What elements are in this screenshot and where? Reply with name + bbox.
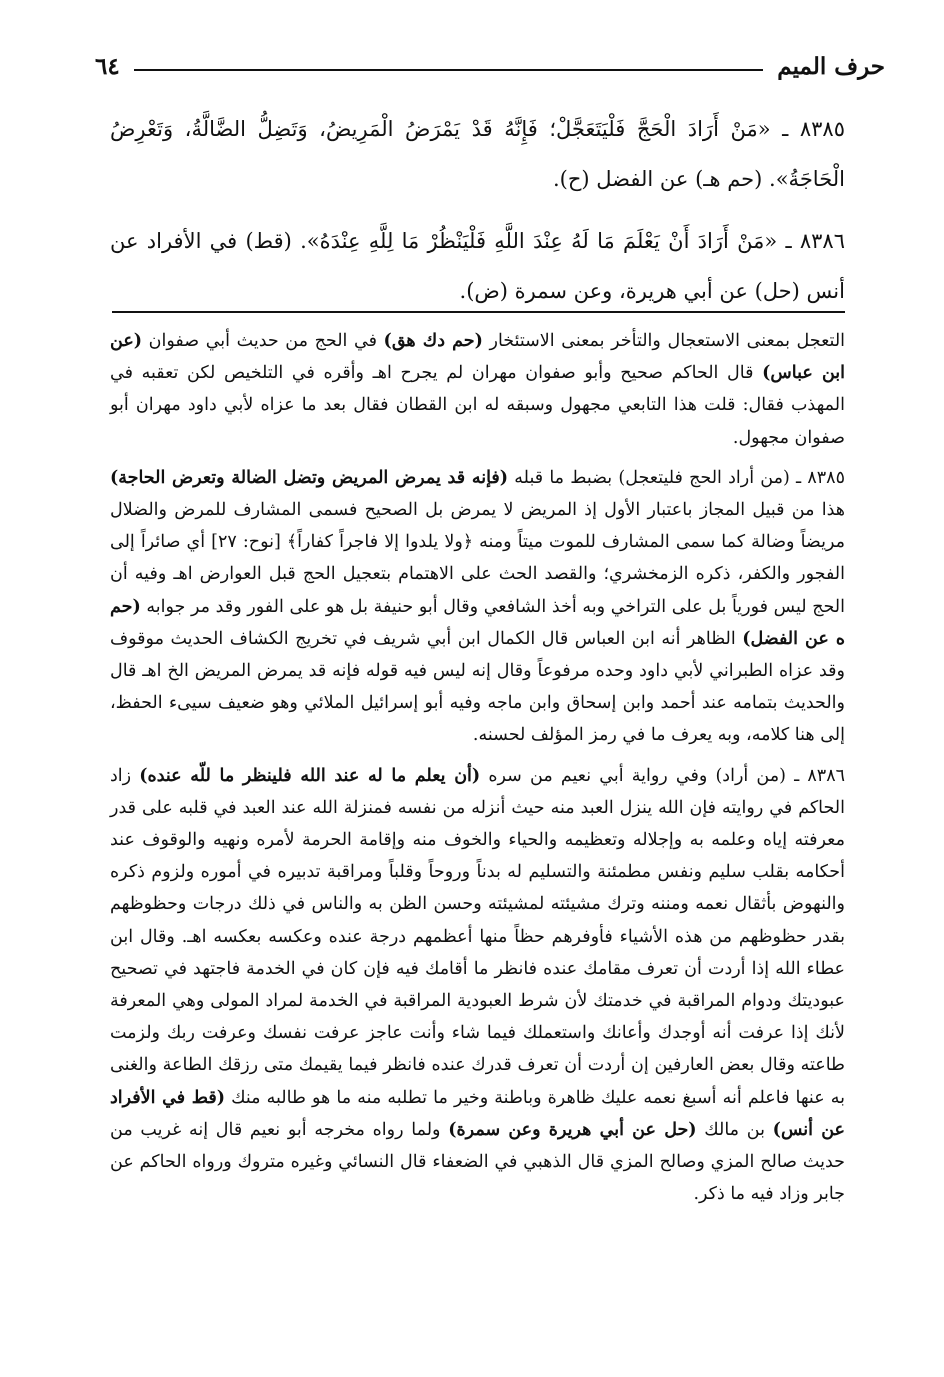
commentary-paragraph-continued: [110, 325, 845, 454]
quoted-hadith: (أن يعلم ما له عند الله فلينظر ما للّه عنده): [139, 765, 481, 786]
commentary-text: في الحج من حديث أبي صفوان: [142, 331, 384, 351]
hadith-8386: [110, 216, 845, 316]
narrator-ref: (عن ابن عباس): [110, 331, 846, 384]
page-number: ٦٤: [95, 53, 120, 80]
commentary-number: ٨٣٨٦ ـ: [794, 765, 845, 786]
commentary-text: زاد الحاكم في روايته فإن الله ينزل العبد منه حيث أنزله من نفسه فمنزلة الله عند العبد في قلبه على قدر معرفته إياه وعلمه به وإجلاله وتعظيمه والحياء والخوف منه وإقامة الحرمة لأمره ونهيه والوقوف عند أحكامه بقلب سليم ونفس مطمئنة والتسليم له بدناً وروحاً وقلباً ومراقبة تدبيره في أموره ولزوم ذكره والنهوض بأثقال نعمه ومننه وترك مشيئته لمشيئته وحسن الظن به والناس في ذلك درجات وحظوظهم بقدر حظوظهم من هذه الأشياء فأوفرهم حظاً منها أعظمهم درجة عنده وعكسه بعكسه اهـ. وقال ابن عطاء الله إذا أردت أن تعرف مقامك عنده فانظر ما أقامك فيه فإن كان في الخدمة فاجتهد في تصحيح عبوديتك ودوام المراقبة في خدمتك لأن شرط العبودية المراقبة في الخدمة لمراد المولى وهي المعرفة لأنك إذا عرفت أنه أوجدك وأعانك واستعملك فيما شاء وأنت عاجز عرفت نفسك وعرفت ربك ولزمت طاعته وقال بعض العارفين إن أردت أن تعرف قدرك عنده فانظر فيما يقيمك متى رزقك الطاعة والغنى به عنها فاعلم أنه أسبغ نعمه عليك ظاهرة وباطنة وخير ما تطلبه منه ما هو طالبه منك: [110, 765, 845, 1108]
commentary-8385: [110, 462, 845, 752]
commentary-text: بن مالك: [696, 1119, 773, 1140]
footnote-separator: [112, 311, 845, 313]
hadith-number: ٨٣٨٦ ـ: [785, 229, 845, 253]
hadith-number: ٨٣٨٥ ـ: [782, 117, 845, 141]
chapter-title: حرف الميم: [777, 53, 885, 80]
commentary-text: قال الحاكم صحيح وأبو صفوان مهران لم يجرح اهـ وأقره في التلخيص لكن تعقبه في المهذب فقال: قلت هذا التابعي مجهول وسبقه له ابن القطان فقال بعد ما عزاه لأبي داود مهران أبو صفوان مجهول.: [110, 363, 845, 448]
hadith-text: «مَنْ أَرَادَ أَنْ يَعْلَمَ مَا لَهُ عِنْدَ اللَّهِ فَلْيَنْظُرْ مَا لِلَّهِ عِنْدَهُ». (قط) في الأفراد عن أنس (حل) عن أبي هريرة، وعن سمرة (ض).: [110, 229, 845, 303]
commentary-text: ولما رواه مخرجه أبو نعيم قال إنه غريب من حديث صالح المزي وصالح المزي قال الذهبي في الضعفاء قال النسائي وغيره متروك ورواه الحاكم عن جابر وزاد فيه ما ذكر.: [110, 1119, 845, 1205]
commentary-text: (من أراد) وفي رواية أبي نعيم من سره: [480, 765, 795, 786]
commentary-number: ٨٣٨٥ ـ: [796, 467, 845, 488]
source-code: (قط في الأفراد عن أنس): [110, 1087, 846, 1140]
quoted-hadith: (فإنه قد يمرض المريض وتضل الضالة وتعرض الحاجة): [110, 467, 509, 488]
page-header: [95, 40, 885, 80]
commentary-8386: [110, 760, 845, 1211]
hadith-8385: [110, 104, 845, 204]
commentary-section: [110, 325, 845, 1218]
hadith-section: [110, 104, 845, 328]
commentary-text: (من أراد الحج فليتعجل) بضبط ما قبله: [508, 467, 797, 488]
source-code: (حم دك هق): [383, 331, 483, 351]
hadith-text: «مَنْ أَرَادَ الْحَجَّ فَلْيَتَعَجَّلْ؛ فَإِنَّهُ قَدْ يَمْرَضُ الْمَرِيضُ، وَتَضِلُّ الضَّالَّةُ، وَتَعْرِضُ الْحَاجَةُ». (حم هـ) عن الفضل (ح).: [110, 117, 845, 191]
commentary-text: الظاهر أنه ابن العباس قال الكمال ابن أبي شريف في تخريج الكشاف الحديث موقوف وقد عزاه الطبراني لأبي داود وحده مرفوعاً وقال إنه ليس فيه قوله فإنه قد يمرض المريض الخ اهـ قال والحديث بتمامه عند أحمد وابن إسحاق وابن ماجه وفيه أبو إسرائيل الملائي وهو ضعيف سيىء الحفظ، إلى هنا كلامه، وبه يعرف ما في رمز المؤلف لحسنه.: [110, 628, 846, 746]
source-code: (حل عن أبي هريرة وعن سمرة): [448, 1119, 697, 1140]
commentary-text: التعجل بمعنى الاستعجال والتأخر بمعنى الاستئخار: [482, 331, 846, 351]
source-code: (حم ه عن الفضل): [110, 596, 845, 649]
header-rule: [134, 69, 764, 71]
commentary-text: هذا من قبيل المجاز باعتبار الأول إذ المريض لا يمرض بل الصحيح فسمى المشارف للمرض والضلال مريضاً وضالة كما سمى المشارف للموت ميتاً ومنه ﴿ولا يلدوا إلا فاجراً كفاراً﴾ [نوح: ٢٧] أي صائراً إلى الفجور والكفر، ذكره الزمخشري؛ والقصد الحث على الاهتمام بتعجيل الحج قبل العوارض اهـ وفيه أن الحج ليس فورياً بل على التراخي وبه أخذ الشافعي وقال أبو حنيفة بل هو على الفور وقد مر جوابه: [110, 500, 845, 617]
